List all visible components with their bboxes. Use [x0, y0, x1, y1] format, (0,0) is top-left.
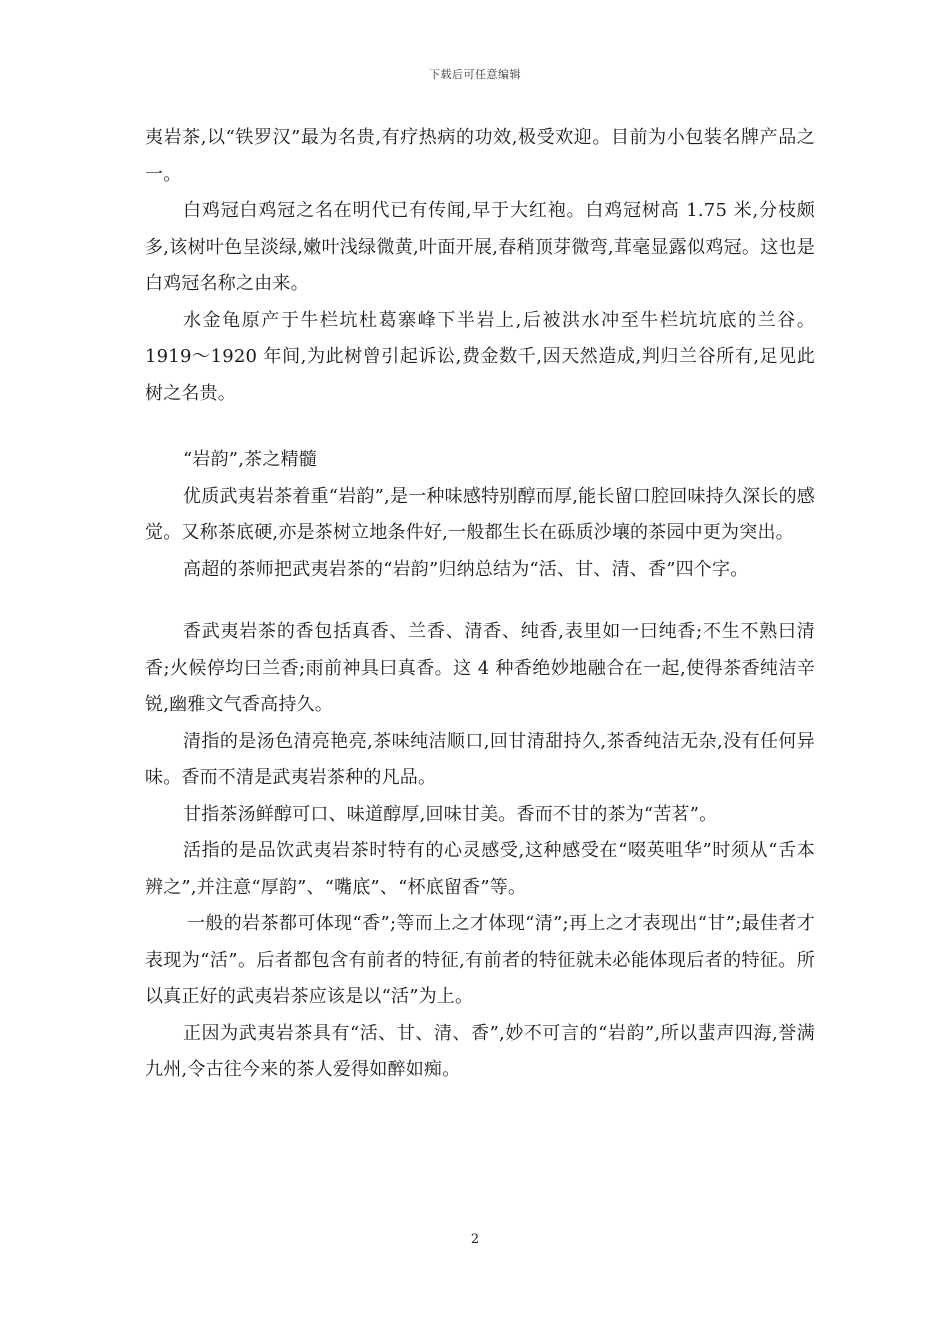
paragraph-ranking: 一般的岩茶都可体现“香”;等而上之才体现“清”;再上之才表现出“甘”;最佳者才表现为“活”。后者都包含有前者的特征,有前者的特征就未必能体现后者的特征。所以真正好的武夷岩茶应该是以“活”为上。	[145, 913, 815, 1007]
spacer	[145, 412, 815, 442]
paragraph-xiang: 香武夷岩茶的香包括真香、兰香、清香、纯香,表里如一曰纯香;不生不熟曰清香;火候停均曰兰香;雨前神具曰真香。这 4 种香绝妙地融合在一起,使得茶香纯洁辛锐,幽雅文气香高持久。	[145, 621, 815, 715]
page-header: 下载后可任意编辑	[429, 68, 521, 81]
paragraph-four-words: 高超的茶师把武夷岩茶的“岩韵”归纳总结为“活、甘、清、香”四个字。	[183, 558, 749, 580]
paragraph-qing: 清指的是汤色清亮艳亮,茶味纯洁顺口,回甘清甜持久,茶香纯洁无杂,没有任何异味。香而不清是武夷岩茶种的凡品。	[145, 730, 815, 788]
spacer	[145, 588, 815, 614]
paragraph-baijiguan: 白鸡冠白鸡冠之名在明代已有传闻,早于大红袍。白鸡冠树高 1.75 米,分枝颇多,该树叶色呈淡绿,嫩叶浅绿微黄,叶面开展,春稍顶芽微弯,茸毫显露似鸡冠。这也是白鸡冠名称之由来。	[145, 200, 815, 294]
paragraph-gan: 甘指茶汤鲜醇可口、味道醇厚,回味甘美。香而不甘的茶为“苦茗”。	[183, 803, 718, 825]
paragraph-tieluohan: 夷岩茶,以“铁罗汉”最为名贵,有疗热病的功效,极受欢迎。目前为小包装名牌产品之一。	[145, 127, 815, 185]
section-heading-yanyun: “岩韵”,茶之精髓	[183, 449, 317, 470]
paragraph-huo: 活指的是品饮武夷岩茶时特有的心灵感受,这种感受在“啜英咀华”时须从“舌本辨之”,并注意“厚韵”、“嘴底”、“杯底留香”等。	[145, 840, 815, 898]
paragraph-yanyun-intro: 优质武夷岩茶着重“岩韵”,是一种味感特别醇而厚,能长留口腔回味持久深长的感觉。又称茶底硬,亦是茶树立地条件好,一般都生长在砾质沙壤的茶园中更为突出。	[145, 485, 815, 543]
document-body	[145, 120, 815, 1089]
paragraph-shuijingui: 水金龟原产于牛栏坑杜葛寨峰下半岩上,后被洪水冲至牛栏坑坑底的兰谷。1919～1920 年间,为此树曾引起诉讼,费金数千,因天然造成,判归兰谷所有,足见此树之名贵。	[145, 309, 815, 404]
page-number: 2	[470, 1232, 480, 1247]
paragraph-conclusion: 正因为武夷岩茶具有“活、甘、清、香”,妙不可言的“岩韵”,所以蜚声四海,誉满九州,令古往今来的茶人爱得如醉如痴。	[145, 1022, 815, 1080]
